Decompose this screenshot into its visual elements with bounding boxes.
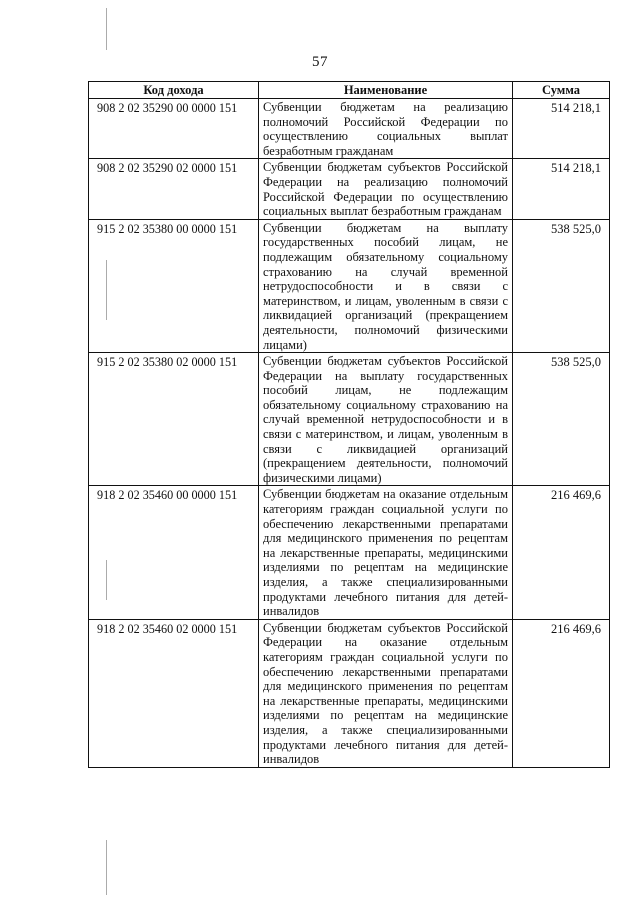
amount-cell: 216 469,6 — [513, 619, 610, 767]
page-number: 57 — [312, 54, 328, 70]
amount-cell: 514 218,1 — [513, 99, 610, 159]
income-name-cell: Субвенции бюджетам субъектов Российской Федерации на выплату государственных пособий лицам, не подлежащим обязательному социальному страхованию на случай временной нетрудоспособности и в связи с материнством, и лицам, уволенным в связи с ликвидацией организаций (прекращением деятельности, полномочий физическими лицами) — [259, 353, 513, 486]
income-code-cell: 908 2 02 35290 00 0000 151 — [89, 99, 259, 159]
scan-artifact-line — [106, 840, 107, 895]
table-row — [89, 486, 610, 619]
table-row — [89, 619, 610, 767]
table-row — [89, 219, 610, 352]
amount-cell: 538 525,0 — [513, 353, 610, 486]
income-code-cell: 908 2 02 35290 02 0000 151 — [89, 159, 259, 219]
amount-cell: 216 469,6 — [513, 486, 610, 619]
header-name: Наименование — [259, 82, 513, 99]
revenue-table — [88, 81, 610, 768]
income-code-cell: 915 2 02 35380 02 0000 151 — [89, 353, 259, 486]
income-name-cell: Субвенции бюджетам на оказание отдельным категориям граждан социальной услуги по обеспечению лекарственными препаратами для медицинского применения по рецептам на лекарственные препараты, медицинскими изделиями по рецептам на медицинские изделия, а также специализированными продуктами лечебного питания для детей-инвалидов — [259, 486, 513, 619]
income-code-cell: 915 2 02 35380 00 0000 151 — [89, 219, 259, 352]
income-code-cell: 918 2 02 35460 02 0000 151 — [89, 619, 259, 767]
income-name-cell: Субвенции бюджетам субъектов Российской Федерации на реализацию полномочий Российской Федерации по осуществлению социальных выплат безработным гражданам — [259, 159, 513, 219]
amount-cell: 514 218,1 — [513, 159, 610, 219]
header-code: Код дохода — [89, 82, 259, 99]
income-code-cell: 918 2 02 35460 00 0000 151 — [89, 486, 259, 619]
table-header-row — [89, 82, 610, 99]
income-name-cell: Субвенции бюджетам на реализацию полномочий Российской Федерации по осуществлению социальных выплат безработным гражданам — [259, 99, 513, 159]
header-amount: Сумма — [513, 82, 610, 99]
amount-cell: 538 525,0 — [513, 219, 610, 352]
table-row — [89, 353, 610, 486]
table-row — [89, 159, 610, 219]
scan-artifact-line — [106, 8, 107, 50]
income-name-cell: Субвенции бюджетам субъектов Российской Федерации на оказание отдельным категориям граждан социальной услуги по обеспечению лекарственными препаратами для медицинского применения по рецептам на лекарственные препараты, медицинскими изделиями по рецептам на медицинские изделия, а также специализированными продуктами лечебного питания для детей-инвалидов — [259, 619, 513, 767]
income-name-cell: Субвенции бюджетам на выплату государственных пособий лицам, не подлежащим обязательному социальному страхованию на случай временной нетрудоспособности и в связи с материнством, и лицам, уволенным в связи с ликвидацией организаций (прекращением деятельности, полномочий физическими лицами) — [259, 219, 513, 352]
table-row — [89, 99, 610, 159]
